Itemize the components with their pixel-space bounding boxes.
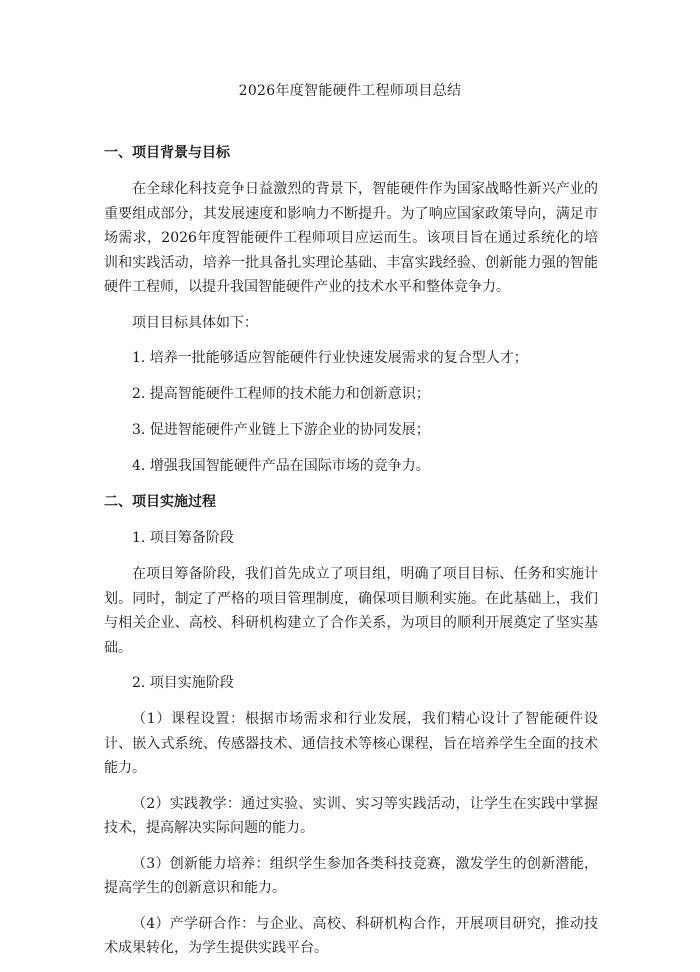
goal-item-1: 1. 培养一批能够适应智能硬件行业快速发展需求的复合型人才；	[132, 350, 528, 366]
goal-item-4: 4. 增强我国智能硬件产品在国际市场的竞争力。	[132, 458, 430, 474]
phase-1-paragraph: 在项目筹备阶段，我们首先成立了项目组，明确了项目目标、任务和实施计划。同时，制定了严格的项目管理制度，确保项目顺利实施。在此基础上，我们与相关企业、高校、科研机构建立了合作关系，为项目的顺利开展奠定了坚实基础。	[104, 566, 598, 656]
background-paragraph: 在全球化科技竞争日益激烈的背景下，智能硬件作为国家战略性新兴产业的重要组成部分，其发展速度和影响力不断提升。为了响应国家政策导向，满足市场需求，2026年度智能硬件工程师项目应运而生。该项目旨在通过系统化的培训和实践活动，培养一批具备扎实理论基础、丰富实践经验、创新能力强的智能硬件工程师，以提升我国智能硬件产业的技术水平和整体竞争力。	[104, 181, 598, 295]
phase-2-item-cooperation: （4）产学研合作：与企业、高校、科研机构合作，开展项目研究，推动技术成果转化，为学生提供实践平台。	[104, 915, 598, 956]
phase-2-title: 2. 项目实施阶段	[132, 675, 234, 691]
goal-item-3: 3. 促进智能硬件产业链上下游企业的协同发展；	[132, 422, 430, 438]
phase-2-item-innovation: （3）创新能力培养：组织学生参加各类科技竞赛，激发学生的创新潜能，提高学生的创新意识和能力。	[104, 855, 598, 896]
phase-1-title: 1. 项目筹备阶段	[132, 530, 234, 546]
document-title: 2026年度智能硬件工程师项目总结	[238, 83, 462, 99]
document-body	[104, 141, 598, 972]
goals-intro: 项目目标具体如下：	[132, 314, 258, 331]
phase-2-item-courses: （1）课程设置：根据市场需求和行业发展，我们精心设计了智能硬件设计、嵌入式系统、传感器技术、通信技术等核心课程，旨在培养学生全面的技术能力。	[104, 711, 598, 776]
phase-2-item-practice: （2）实践教学：通过实验、实训、实习等实践活动，让学生在实践中掌握技术，提高解决实际问题的能力。	[104, 795, 598, 836]
section-heading-background: 一、项目背景与目标	[104, 145, 230, 161]
goal-item-2: 2. 提高智能硬件工程师的技术能力和创新意识；	[132, 386, 430, 402]
section-heading-implementation: 二、项目实施过程	[104, 494, 216, 510]
